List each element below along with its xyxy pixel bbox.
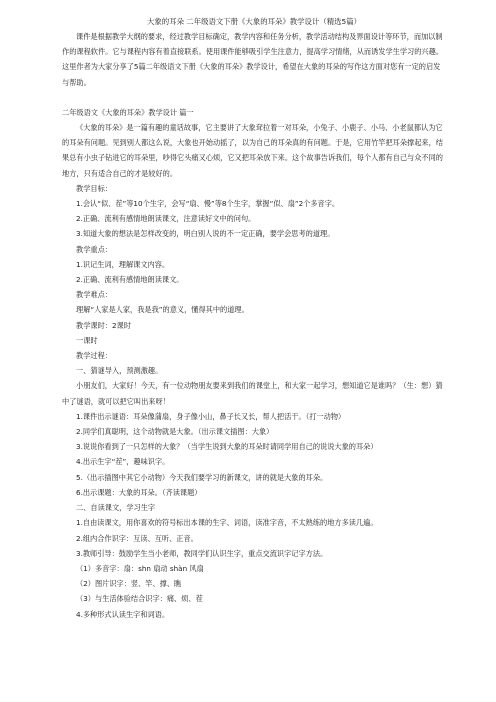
body-line: 6.出示课题：大象的耳朵。（齐读课题） (76, 487, 202, 497)
body-line: 5.（出示插图中其它小动物）今天我们要学习的新课文，讲的就是大象的耳朵。 (76, 472, 328, 482)
body-lines (62, 120, 446, 622)
body-line: 教学目标： (76, 183, 112, 193)
body-line: 理解“人家是人家，我是我”的意义，懂得其中的道理。 (76, 305, 249, 315)
body-line: 教学难点： (76, 290, 112, 300)
body-line: 2.正确、流利有感情地朗读课文。 (76, 275, 184, 285)
body-line: 1.自由读课文，用你喜欢的符号标出本课的生字、词语，读准字音，不太熟练的地方多读几遍。 (76, 518, 378, 528)
body-line: 小朋友们，大家好！今天，有一位动物朋友要来到我们的课堂上，和大家一起学习，想知道它是谁吗？（生：想）猜中了谜语，就可以把它叫出来呀！ (62, 381, 443, 406)
body-line: 1.课件出示谜语：耳朵像蒲扇，身子像小山，鼻子长又长，帮人把活干。（打一动物） (76, 411, 346, 421)
body-line: 一、猜谜导入，预测激趣。 (76, 366, 163, 376)
section-title: 二年级语文《大象的耳朵》教学设计 篇一 (62, 107, 194, 117)
body-line: 4.多种形式认读生字和词语。 (76, 609, 170, 619)
body-line: （2）图片识字：竖、竿、撑、瞧 (76, 579, 182, 589)
body-line: 教学课时：2课时 (76, 320, 131, 330)
intro-paragraph: 课件是根据教学大纲的要求，经过教学目标确定，教学内容和任务分析，教学活动结构及界面设计等环节，而加以制作的课程软件。它与课程内容有着直接联系。使用课件能够吸引学生注意力，提高学习情绪，从而诱发学生学习的兴趣。这里作者为大家分享了5篇二年级语文下册《大象的耳朵》教学设计，希望在大象的耳朵的写作这方面对您有一定的启发与帮助。 (62, 32, 443, 87)
body-line: 1.识记生词，理解课文内容。 (76, 259, 170, 269)
body-line: 教学过程： (76, 351, 112, 361)
body-line: 二、自读课文，学习生字 (76, 503, 156, 513)
body-line: 教学重点： (76, 244, 112, 254)
spacer (62, 90, 446, 105)
body-line: 3.教师引导：鼓励学生当小老师，教同学们认识生字，重点交流识字记字方法。 (76, 548, 328, 558)
body-line: 3.知道大象的想法是怎样改变的，明白别人说的不一定正确，要学会思考的道理。 (76, 229, 335, 239)
body-line: （1）多音字：扇：shn 扇动 shàn 风扇 (76, 563, 204, 573)
body-line: 2.同学们真聪明，这个动物就是大象。（出示课文插图：大象） (76, 427, 274, 437)
body-line: 2.正确、流利有感情地朗读课文，注意读好文中的问句。 (76, 214, 256, 224)
body-line: 3.说说你看到了一只怎样的大象？（当学生说到大象的耳朵时请同学用自己的说说大象的耳朵） (76, 442, 378, 452)
body-line: 一课时 (76, 335, 98, 345)
body-line: 2.组内合作识字：互读、互听、正音。 (76, 533, 198, 543)
body-line: 1.会认“似、茬”等10个生字，会写“扇、慢”等8个生字，掌握“似、扇”2个多音字。 (76, 199, 340, 209)
body-line: 4.出示生字“茬”，趣味识字。 (76, 457, 170, 467)
body-line: （3）与生活体验结合识字：痛、烦、茬 (76, 594, 203, 604)
body-line: 《大象的耳朵》是一篇有趣的童话故事，它主要讲了大象耷拉着一对耳朵，小兔子、小鹿子、小马、小老鼠都认为它的耳朵有问题。见到别人都这么说，大象也开始动摇了，以为自己的耳朵真的有问题。于是，它用竹竿把耳朵撑起来，结果总有小虫子钻进它的耳朵里，吵得它头痛又心烦，它又把耳朵放下来。这个故事告诉我们，每个人都有自己与众不同的地方，只有适合自己的才是较好的。 (62, 123, 443, 178)
document-title: 大象的耳朵 二年级语文下册《大象的耳朵》教学设计（精选5篇） (147, 17, 361, 26)
